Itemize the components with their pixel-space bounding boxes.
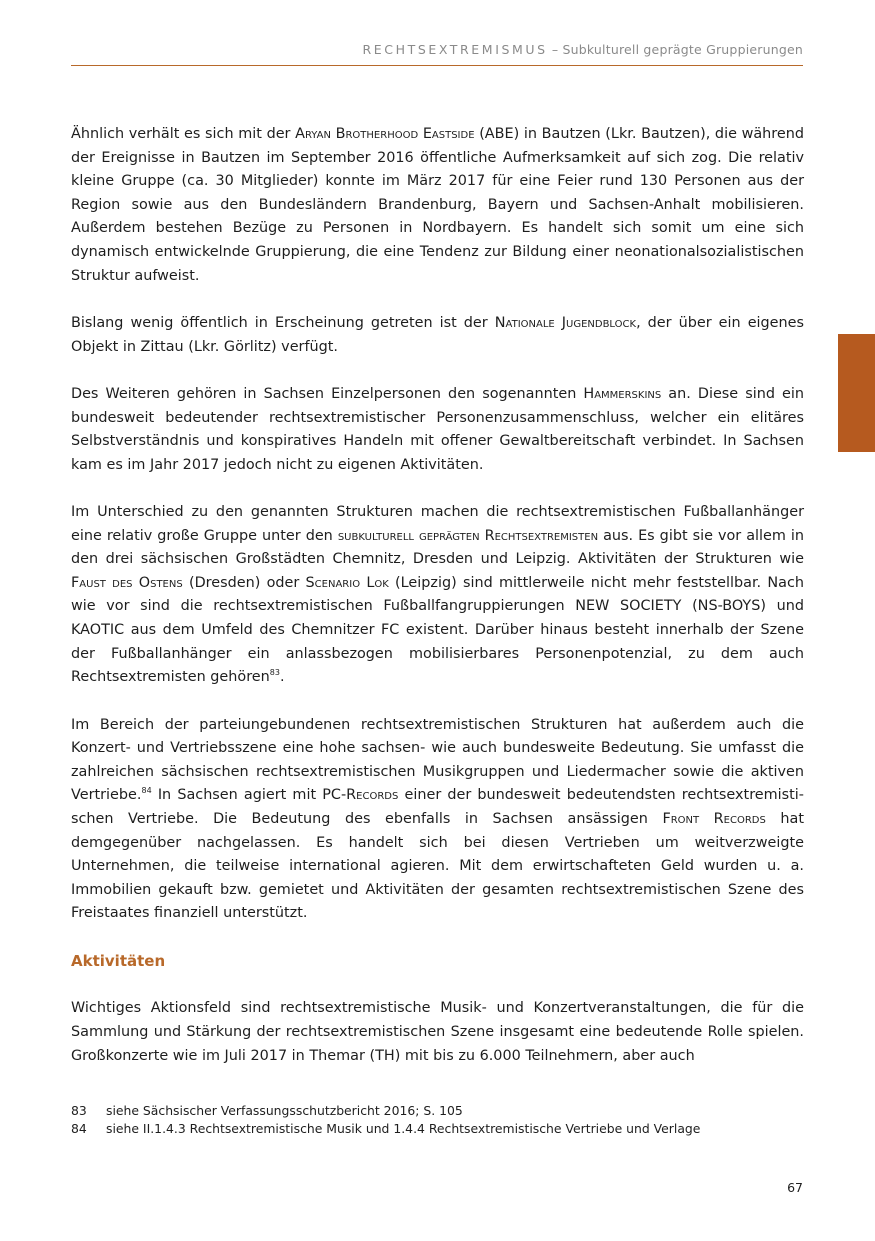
paragraph-text: Im Unterschied zu den genannten Strukturen machen die rechtsextremistischen Fußballanhänger eine relativ große Gruppe unter den [71, 504, 804, 544]
footnote-number: 83 [71, 1103, 87, 1118]
footnote [71, 1120, 804, 1138]
paragraph-text: (ABE) in Bautzen (Lkr. Bautzen), die während der Ereignisse in Bautzen im September 2016 öffentliche Aufmerksamkeit auf sich zog. Die relativ kleine Gruppe (ca. 30 Mitglieder) konnte im März 2017 für eine Feier rund 130 Personen aus der Region sowie aus den Bundesländern Brandenburg, Bayern und Sachsen-Anhalt mobilisieren. Außerdem bestehen Bezüge zu Personen in Nordbayern. Es handelt sich somit um eine sich dynamisch entwickelnde Gruppierung, die eine Tendenz zur Bildung einer neonationalsozialistischen Struktur aufweist. [71, 126, 804, 284]
paragraph-5 [71, 714, 804, 926]
paragraph-text: einer der bundesweit bedeutendsten rechtsextremistischen Vertriebe. Die Bedeutung des ebenfalls in Sachsen ansässigen [71, 787, 804, 828]
paragraph-text: hat demgegenüber nachgelassen. Es handelt sich bei diesen Vertrieben um weitverzweigte Unternehmen, die teilweise international agieren. Mit dem erwirtschafteten Geld wurden u. a. Immobilien gekauft bzw. gemietet und Aktivitäten der gesamten rechtsextremistischen Szene des Freistaates finanziell unterstützt. [71, 811, 804, 922]
header-section: RECHTSEXTREMISMUS [362, 42, 548, 57]
footnotes [71, 1102, 804, 1138]
group-name: subkulturell geprägten Rechtsextremisten [337, 527, 599, 544]
running-header [71, 42, 803, 57]
paragraph-1 [71, 123, 804, 288]
paragraph-text: . [279, 669, 285, 686]
paragraph-text: In Sachsen agiert mit [151, 787, 323, 804]
paragraph-text: Ähnlich verhält es sich mit der [71, 126, 296, 142]
section-heading: Aktivitäten [71, 951, 166, 970]
paragraph-text: an. Diese sind ein bundesweit bedeutender rechtsextremistischer Personenzusammenschluss, welcher ein elitäres Selbstverständnis und konspiratives Handeln mit offener Gewaltbereitschaft verbindet. In Sachsen kam es im Jahr 2017 jedoch nicht zu eigenen Aktivitäten. [71, 385, 804, 473]
chapter-side-tab [838, 334, 875, 452]
paragraph-4 [71, 501, 804, 690]
group-name: Aryan Brotherhood Eastside [295, 126, 475, 142]
footnote-number: 84 [71, 1121, 87, 1136]
paragraph-text: Des Weiteren gehören in Sachsen Einzelpersonen den sogenannten [71, 385, 584, 402]
header-separator: – [547, 42, 563, 57]
paragraph-text: Bislang wenig öffentlich in Erscheinung getreten ist der [71, 314, 495, 331]
footnote-text: siehe II.1.4.3 Rechtsextremistische Musik und 1.4.4 Rechtsextremistische Vertriebe und Verlage [106, 1121, 701, 1136]
header-rule [71, 65, 803, 66]
paragraph-6 [71, 997, 804, 1068]
paragraph-text: , der über ein eigenes Objekt in Zittau (Lkr. Görlitz) verfügt. [71, 314, 805, 355]
footnote-ref-83[interactable]: 83 [269, 668, 280, 678]
group-name: Faust des Ostens [71, 574, 183, 591]
paragraph-text: Im Bereich der parteiungebundenen rechtsextremistischen Strukturen hat außerdem auch die Konzert- und Vertriebsszene eine hohe sachsen- wie auch bundesweite Bedeutung. Sie umfasst die zahlreichen sächsischen rechtsextremistischen Musikgruppen und Liedermacher sowie die aktiven Vertriebe. [71, 716, 804, 804]
paragraph-text: (Dresden) oder [182, 574, 306, 591]
footnote-text: siehe Sächsischer Verfassungsschutzbericht 2016; S. 105 [106, 1103, 463, 1118]
footnote-ref-84[interactable]: 84 [141, 786, 152, 796]
paragraph-text: Wichtiges Aktionsfeld sind rechtsextremistische Musik- und Konzertveranstaltungen, die für die Sammlung und Stärkung der rechtsextremistischen Szene insgesamt eine bedeutende Rolle spielen. Großkonzerte wie im Juli 2017 in Themar (TH) mit bis zu 6.000 Teilnehmern, aber auch [71, 1000, 804, 1064]
paragraph-text: (Leipzig) sind mittlerweile nicht mehr feststellbar. Nach wie vor sind die rechtsextremistischen Fußballfangruppierungen NEW SOCIETY (NS-BOYS) und KAOTIC aus dem Umfeld des Chemnitzer FC existent. Darüber hinaus besteht innerhalb der Szene der Fußballanhänger ein anlassbezogen mobilisierbares Personenpotenzial, zu dem auch Rechtsextremisten gehören [71, 574, 804, 686]
footnote [71, 1102, 804, 1120]
group-name: Front Records [662, 811, 766, 828]
group-name: Hammerskins [583, 385, 662, 402]
page-number: 67 [787, 1180, 803, 1195]
group-name: Nationale Jugendblock [494, 314, 637, 331]
paragraph-text: aus. Es gibt sie vor allem in den drei sächsischen Großstädten Chemnitz, Dresden und Leipzig. Aktivitäten der Strukturen wie [71, 527, 804, 568]
group-name: PC-Records [322, 787, 399, 804]
main-content [71, 123, 804, 1092]
group-name: Scenario Lok [305, 574, 389, 591]
paragraph-3 [71, 383, 804, 477]
header-subsection: Subkulturell geprägte Gruppierungen [562, 42, 803, 57]
paragraph-2 [71, 312, 804, 359]
